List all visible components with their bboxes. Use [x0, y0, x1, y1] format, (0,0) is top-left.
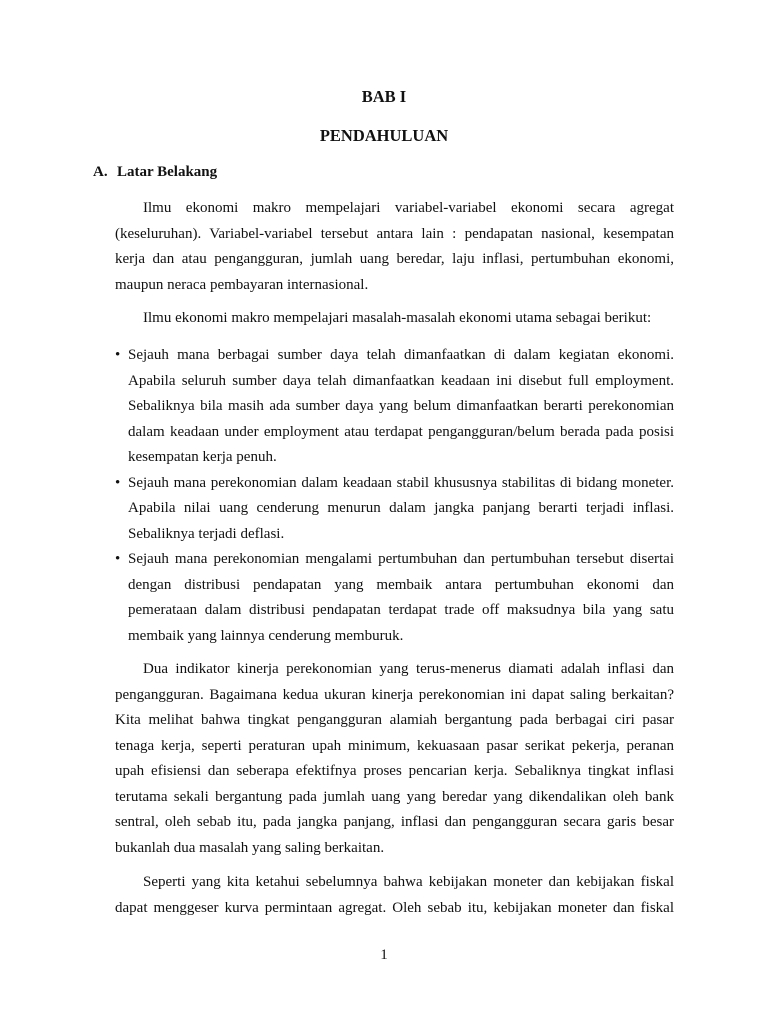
bullet-line: Sejauh mana perekonomian dalam keadaan stabil khususnya stabilitas di bidang moneter.	[128, 474, 674, 491]
chapter-number: BAB I	[361, 87, 407, 106]
paragraph-line: terutama sekali bergantung pada jumlah uang yang beredar yang dikendalikan oleh bank	[115, 788, 674, 805]
bullet-icon: •	[115, 347, 121, 363]
paragraph-line: (keseluruhan). Variabel-variabel tersebut antara lain : pendapatan nasional, kesempatan	[115, 225, 674, 242]
paragraph-line: Kita melihat bahwa tingkat pengangguran alamiah bergantung pada berbagai ciri pasar	[115, 712, 674, 728]
bullet-line: pemerataan dalam distribusi pendapatan terdapat trade off maksudnya bila yang satu	[128, 602, 674, 618]
paragraph-line: Ilmu ekonomi makro mempelajari masalah-masalah ekonomi utama sebagai berikut:	[143, 310, 652, 326]
bullet-line: Sebaliknya terjadi deflasi.	[128, 525, 285, 542]
paragraph-line: upah efisiensi dan seberapa efektifnya proses pencarian kerja. Sebaliknya tingkat inflasi	[115, 763, 674, 779]
paragraph-line: tenaga kerja, seperti peraturan upah minimum, kekuasaan pasar serikat pekerja, peranan	[115, 737, 674, 754]
bullet-item	[115, 547, 674, 649]
section-letter: A.	[93, 164, 108, 180]
page-number: 1	[380, 947, 388, 963]
paragraph-line: Dua indikator kinerja perekonomian yang terus-menerus diamati adalah inflasi dan	[143, 661, 674, 677]
bullet-item	[115, 343, 674, 471]
bullet-line: Sejauh mana berbagai sumber daya telah dimanfaatkan di dalam kegiatan ekonomi.	[128, 347, 674, 363]
paragraph-line: kerja dan atau pengangguran, jumlah uang beredar, laju inflasi, pertumbuhan ekonomi,	[115, 251, 674, 267]
paragraph-line: maupun neraca pembayaran internasional.	[115, 276, 369, 293]
bullet-line: kesempatan kerja penuh.	[128, 449, 277, 465]
bullet-list	[115, 343, 674, 649]
paragraph-line: dapat menggeser kurva permintaan agregat. Oleh sebab itu, kebijakan moneter dan fiskal	[115, 899, 674, 916]
paragraph-4	[115, 870, 674, 921]
paragraph-line: Seperti yang kita ketahui sebelumnya bahwa kebijakan moneter dan kebijakan fiskal	[143, 874, 674, 890]
paragraph-line: bukanlah dua masalah yang saling berkaitan.	[115, 839, 385, 856]
bullet-line: Sejauh mana perekonomian mengalami pertumbuhan dan pertumbuhan tersebut disertai	[128, 551, 674, 567]
paragraph-3	[115, 657, 674, 861]
chapter-title: PENDAHULUAN	[319, 126, 449, 145]
bullet-line: Apabila seluruh sumber daya telah dimanfaatkan keadaan ini disebut full employment.	[128, 372, 674, 389]
bullet-line: Apabila nilai uang cenderung menurun dalam jangka panjang berarti terjadi inflasi.	[128, 500, 674, 516]
bullet-line: dalam keadaan under employment atau terdapat pengangguran/belum berada pada posisi	[128, 423, 674, 440]
section-heading	[93, 164, 217, 181]
paragraph-2	[115, 306, 674, 332]
paragraph-line: pengangguran. Bagaimana kedua ukuran kinerja perekonomian ini dapat saling berkaitan?	[115, 686, 674, 703]
bullet-item	[115, 471, 674, 548]
bullet-icon: •	[115, 551, 121, 567]
paragraph-line: sentral, oleh sebab itu, pada jangka panjang, inflasi dan pengangguran secara garis besar	[115, 814, 674, 830]
bullet-line: membaik yang lainnya cenderung memburuk.	[128, 627, 404, 644]
paragraph-line: Ilmu ekonomi makro mempelajari variabel-variabel ekonomi secara agregat	[143, 200, 674, 216]
bullet-icon: •	[115, 474, 121, 491]
bullet-line: dengan distribusi pendapatan yang membaik antara pertumbuhan ekonomi dan	[128, 576, 674, 593]
bullet-line: Sebaliknya bila masih ada sumber daya yang belum dimanfaatkan berarti perekonomian	[128, 398, 674, 414]
paragraph-1	[115, 196, 674, 298]
section-title: Latar Belakang	[117, 164, 218, 180]
